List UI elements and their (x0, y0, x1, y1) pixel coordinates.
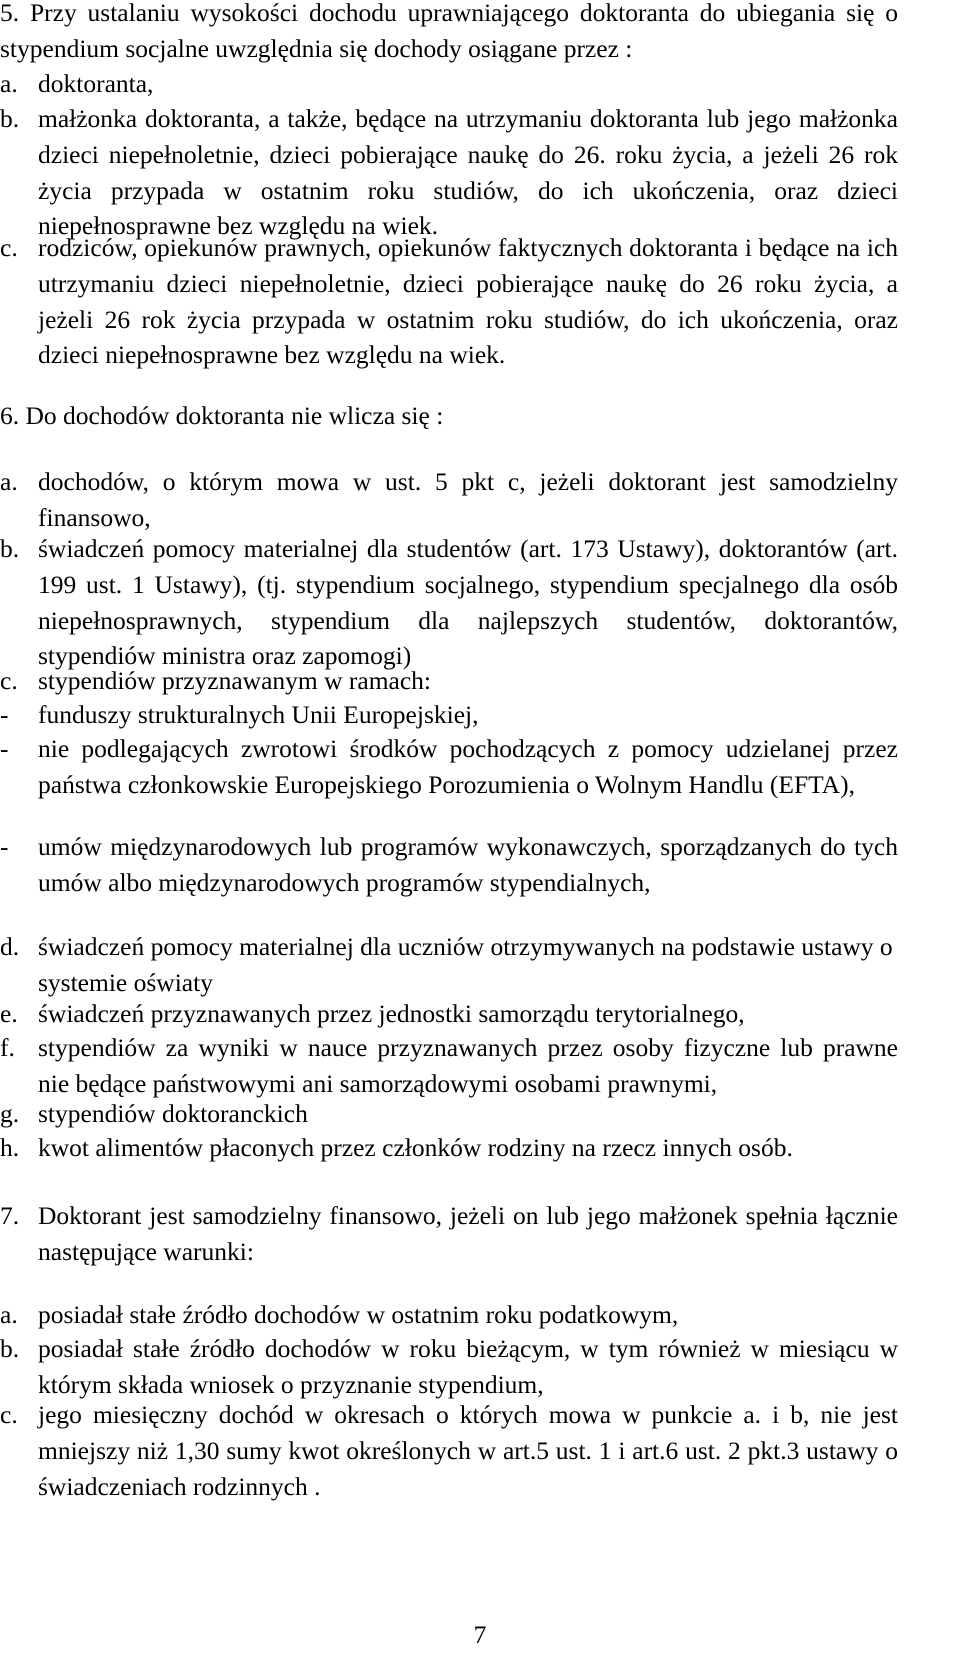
section-6-item-b (0, 531, 898, 674)
section-7-item-b (0, 1331, 898, 1403)
section-7-item-c (0, 1397, 898, 1504)
list-marker: a. (0, 467, 18, 496)
list-item-text: stypendiów doktoranckich (38, 1099, 308, 1128)
section-heading-text: Doktorant jest samodzielny finansowo, jeżeli on lub jego małżonek spełnia łącznie następujące warunki: (38, 1201, 898, 1266)
section-6-dash-1 (0, 697, 898, 733)
list-item-text: świadczeń pomocy materialnej dla studentów (art. 173 Ustawy), doktorantów (art. 199 ust. 1 Ustawy), (tj. stypendium socjalnego, stypendium specjalnego dla osób niepełnosprawnych, stypendium dla najlepszych studentów, doktorantów, stypendiów ministra oraz zapomogi) (38, 534, 898, 671)
list-marker: b. (0, 534, 20, 563)
list-item-text: nie podlegających zwrotowi środków pochodzących z pomocy udzielanej przez państwa członkowskie Europejskiego Porozumienia o Wolnym Handlu (EFTA), (38, 734, 898, 799)
list-marker: c. (0, 233, 18, 262)
section-6-item-a (0, 464, 898, 536)
section-6-dash-2 (0, 731, 898, 803)
list-item-text: doktoranta, (38, 69, 154, 98)
section-6-item-g (0, 1096, 898, 1132)
section-6-item-e (0, 996, 898, 1032)
section-5-intro: 5. Przy ustalaniu wysokości dochodu uprawniającego doktoranta do ubiegania się o stypendium socjalne uwzględnia się dochody osiągane przez : (0, 0, 898, 63)
section-6-heading: 6. Do dochodów doktoranta nie wlicza się : (0, 401, 444, 430)
list-marker: h. (0, 1133, 20, 1162)
section-6-item-f (0, 1030, 898, 1102)
page-number: 7 (473, 1620, 487, 1649)
list-item-text: jego miesięczny dochód w okresach o których mowa w punkcie a. i b, nie jest mniejszy niż 1,30 sumy kwot określonych w art.5 ust. 1 i art.6 ust. 2 pkt.3 ustawy o świadczeniach rodzinnych . (38, 1400, 898, 1501)
list-marker: b. (0, 1334, 20, 1363)
section-5-item-b (0, 101, 898, 244)
list-item-text: rodziców, opiekunów prawnych, opiekunów faktycznych doktoranta i będące na ich utrzymaniu dzieci niepełnoletnie, dzieci pobierające naukę do 26 roku życia, a jeżeli 26 rok życia przypada w ostatnim roku studiów, do ich ukończenia, oraz dzieci niepełnosprawne bez względu na wiek. (38, 233, 898, 370)
list-item-text: kwot alimentów płaconych przez członków rodziny na rzecz innych osób. (38, 1133, 793, 1162)
list-marker: - (0, 734, 9, 763)
section-7-heading (0, 1198, 898, 1270)
section-6-item-d (0, 929, 898, 1001)
list-item-text: posiadał stałe źródło dochodów w ostatnim roku podatkowym, (38, 1300, 679, 1329)
list-marker: c. (0, 666, 18, 695)
list-item-text: dochodów, o którym mowa w ust. 5 pkt c, jeżeli doktorant jest samodzielny finansowo, (38, 467, 898, 532)
list-marker: f. (0, 1033, 15, 1062)
list-item-text: małżonka doktoranta, a także, będące na utrzymaniu doktoranta lub jego małżonka dzieci niepełnoletnie, dzieci pobierające naukę do 26. roku życia, a jeżeli 26 rok życia przypada w ostatnim roku studiów, do ich ukończenia, oraz dzieci niepełnosprawne bez względu na wiek. (38, 104, 898, 241)
list-marker: a. (0, 1300, 18, 1329)
list-item-text: świadczeń pomocy materialnej dla uczniów otrzymywanych na podstawie ustawy o systemie oświaty (38, 932, 893, 997)
section-6-item-h (0, 1130, 898, 1166)
section-6-item-c (0, 663, 898, 699)
section-6-dash-3 (0, 829, 898, 901)
section-7-item-a (0, 1297, 898, 1333)
list-item-text: funduszy strukturalnych Unii Europejskiej, (38, 700, 479, 729)
section-5-item-a (0, 66, 898, 102)
section-number: 7. (0, 1201, 20, 1230)
list-marker: g. (0, 1099, 20, 1128)
section-5-item-c (0, 230, 898, 373)
list-item-text: stypendiów za wyniki w nauce przyznawanych przez osoby fizyczne lub prawne nie będące państwowymi ani samorządowymi osobami prawnymi, (38, 1033, 898, 1098)
list-marker: - (0, 700, 9, 729)
list-marker: d. (0, 932, 20, 961)
list-marker: e. (0, 999, 18, 1028)
list-item-text: świadczeń przyznawanych przez jednostki samorządu terytorialnego, (38, 999, 745, 1028)
list-marker: b. (0, 104, 20, 133)
list-item-text: umów międzynarodowych lub programów wykonawczych, sporządzanych do tych umów albo międzynarodowych programów stypendialnych, (38, 832, 898, 897)
list-marker: c. (0, 1400, 18, 1429)
list-item-text: posiadał stałe źródło dochodów w roku bieżącym, w tym również w miesiącu w którym składa wniosek o przyznanie stypendium, (38, 1334, 898, 1399)
list-item-text: stypendiów przyznawanym w ramach: (38, 666, 431, 695)
list-marker: - (0, 832, 9, 861)
list-marker: a. (0, 69, 18, 98)
